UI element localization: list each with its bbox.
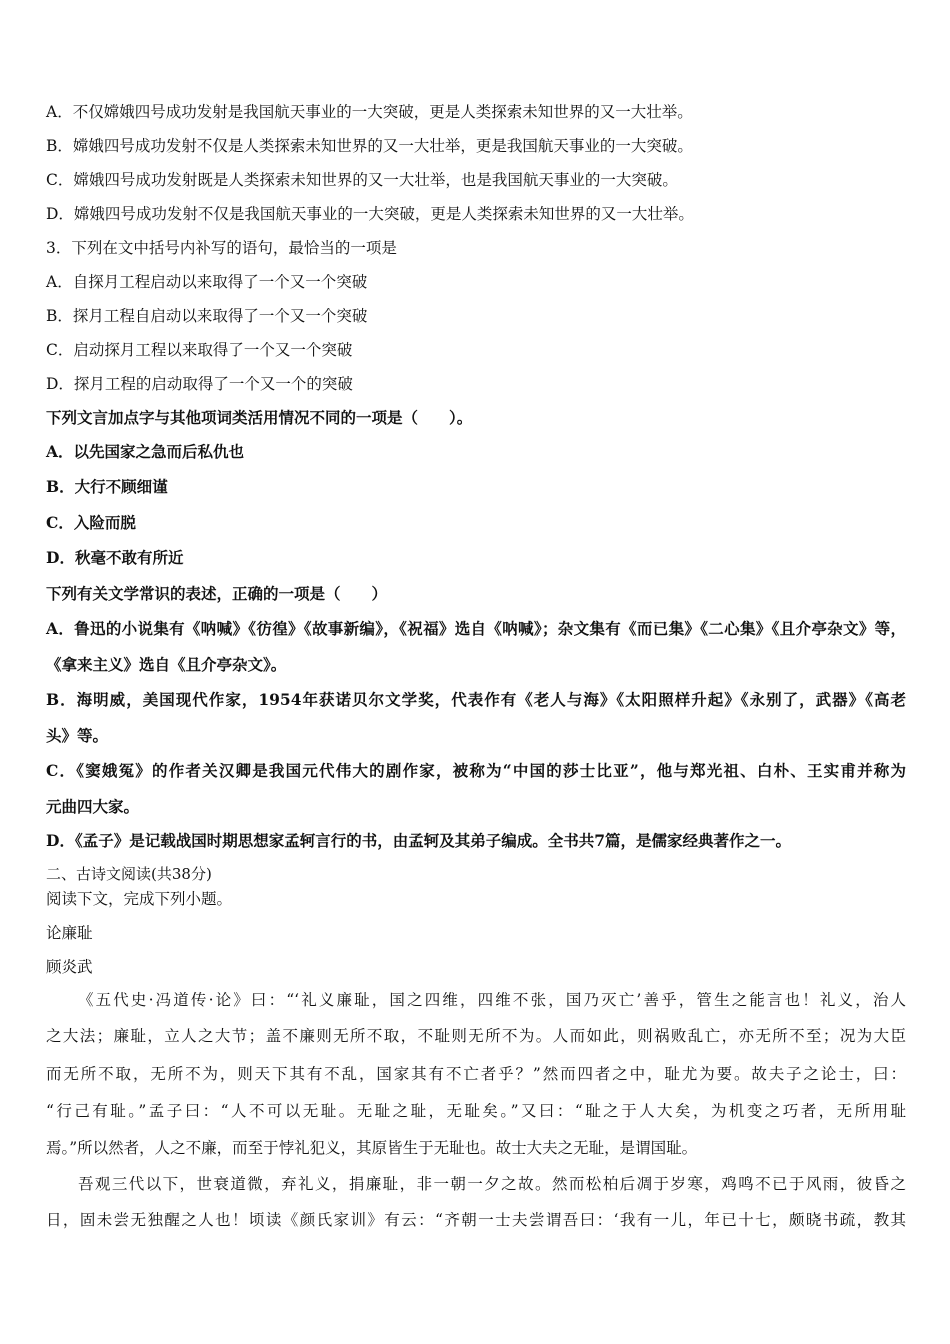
q4-stem: 下列文言加点字与其他项词类活用情况不同的一项是（ ）。 xyxy=(46,408,473,427)
q4-option-a: A．以先国家之急而后私仇也 xyxy=(46,442,245,461)
passage-p2-line1: 吾观三代以下，世衰道微，弃礼义，捐廉耻，非一朝一夕之故。然而松柏后凋于岁寒，鸡鸣不已于风雨，彼昏之 xyxy=(78,1175,906,1193)
q4-option-c: C．入险而脱 xyxy=(46,513,136,532)
q4-option-d: D．秋毫不敢有所近 xyxy=(46,548,184,567)
q2-option-b: B．嫦娥四号成功发射不仅是人类探索未知世界的又一大壮举，更是我国航天事业的一大突破。 xyxy=(46,137,693,155)
q3-option-c: C．启动探月工程以来取得了一个又一个突破 xyxy=(46,341,353,359)
passage-author: 顾炎武 xyxy=(46,958,93,976)
passage-p1-line1: 《五代史·冯道传·论》曰：“‘礼义廉耻，国之四维，四维不张，国乃灭亡’善乎，管生之能言也！礼义，治人 xyxy=(78,991,906,1009)
q5-option-c-line1: C．《窦娥冤》的作者关汉卿是我国元代伟大的剧作家，被称为“中国的莎士比亚”，他与郑光祖、白朴、王实甫并称为 xyxy=(46,761,906,780)
q2-option-a: A．不仅嫦娥四号成功发射是我国航天事业的一大突破，更是人类探索未知世界的又一大壮举。 xyxy=(46,103,693,121)
reading-instruction: 阅读下文，完成下列小题。 xyxy=(46,890,233,908)
q5-option-b-line2: 头》等。 xyxy=(46,726,109,745)
q3-stem: 3．下列在文中括号内补写的语句，最恰当的一项是 xyxy=(46,239,397,257)
q5-option-c-line2: 元曲四大家。 xyxy=(46,797,140,816)
q5-option-a-line2: 《拿来主义》选自《且介亭杂文》。 xyxy=(46,655,287,674)
passage-title: 论廉耻 xyxy=(46,924,93,942)
q5-option-a-line1: A．鲁迅的小说集有《呐喊》《彷徨》《故事新编》，《祝福》选自《呐喊》；杂文集有《而已集》《二心集》《且介亭杂文》等， xyxy=(46,619,906,638)
q5-option-d: D．《孟子》是记载战国时期思想家孟轲言行的书，由孟轲及其弟子编成。全书共7篇，是儒家经典著作之一。 xyxy=(46,831,791,850)
q2-option-d: D．嫦娥四号成功发射不仅是我国航天事业的一大突破，更是人类探索未知世界的又一大壮举。 xyxy=(46,205,694,223)
q2-option-c: C．嫦娥四号成功发射既是人类探索未知世界的又一大壮举，也是我国航天事业的一大突破。 xyxy=(46,171,678,189)
q4-option-b: B．大行不顾细谨 xyxy=(46,477,168,496)
passage-p1-line4: “行己有耻。”孟子曰：“人不可以无耻。无耻之耻，无耻矣。”又曰：“耻之于人大矣，为机变之巧者，无所用耻 xyxy=(46,1102,906,1120)
q5-stem: 下列有关文学常识的表述，正确的一项是（ ） xyxy=(46,584,388,603)
q3-option-b: B．探月工程自启动以来取得了一个又一个突破 xyxy=(46,307,368,325)
q5-option-b-line1: B．海明威，美国现代作家，1954年获诺贝尔文学奖，代表作有《老人与海》《太阳照样升起》《永别了，武器》《高老 xyxy=(46,690,906,709)
section-heading: 二、古诗文阅读(共38分) xyxy=(46,865,212,883)
q3-option-a: A．自探月工程启动以来取得了一个又一个突破 xyxy=(46,273,368,291)
passage-p1-line2: 之大法；廉耻，立人之大节；盖不廉则无所不取，不耻则无所不为。人而如此，则祸败乱亡，亦无所不至；况为大臣 xyxy=(46,1027,906,1045)
q3-option-d: D．探月工程的启动取得了一个又一个的突破 xyxy=(46,375,353,393)
passage-p1-line5: 焉。”所以然者，人之不廉，而至于悖礼犯义，其原皆生于无耻也。故士大夫之无耻，是谓国耻。 xyxy=(46,1139,698,1157)
passage-p1-line3: 而无所不取，无所不为，则天下其有不乱，国家其有不亡者乎？”然而四者之中，耻尤为要。故夫子之论士，曰： xyxy=(46,1065,906,1083)
passage-p2-line2: 日，固未尝无独醒之人也！顷读《颜氏家训》有云：“齐朝一士夫尝谓吾曰：‘我有一儿，年已十七，颇晓书疏，教其 xyxy=(46,1211,906,1229)
